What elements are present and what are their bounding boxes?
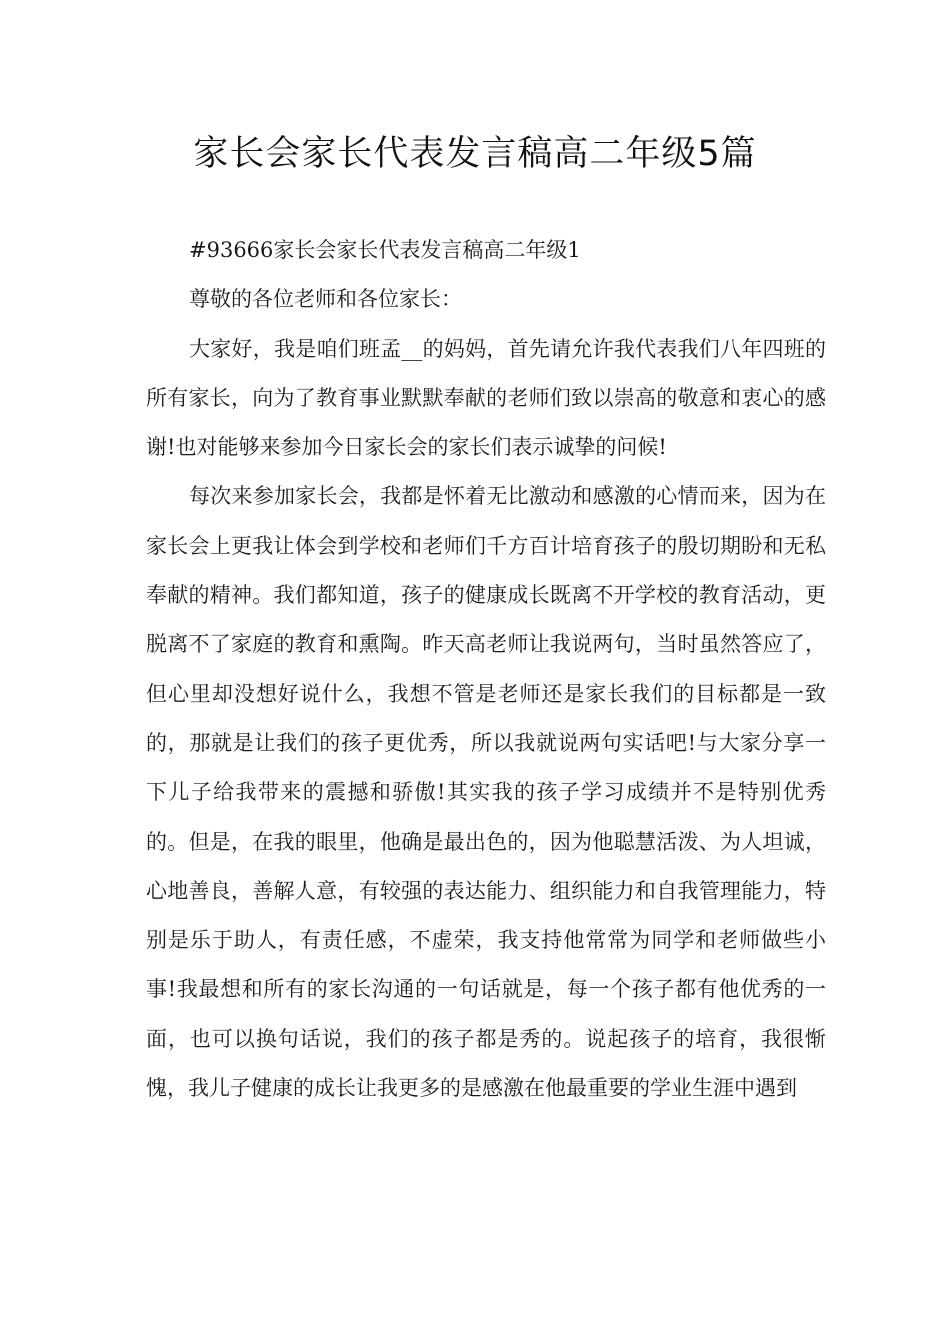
document-body [146,226,826,1113]
document-title: 家长会家长代表发言稿高二年级5篇 [193,134,757,174]
paragraph-greeting: 大家好，我是咱们班孟__的妈妈，首先请允许我代表我们八年四班的所有家长，向为了教育事业默默奉献的老师们致以崇高的敬意和衷心的感谢!也对能够来参加今日家长会的家长们表示诚挚的问候! [146,336,826,460]
paragraph-main: 每次来参加家长会，我都是怀着无比激动和感激的心情而来，因为在家长会上更我让体会到学校和老师们千方百计培育孩子的殷切期盼和无私奉献的精神。我们都知道，孩子的健康成长既离不开学校的教育活动，更脱离不了家庭的教育和熏陶。昨天高老师让我说两句，当时虽然答应了，但心里却没想好说什么，我想不管是老师还是家长我们的目标都是一致的，那就是让我们的孩子更优秀，所以我就说两句实话吧!与大家分享一下儿子给我带来的震撼和骄傲!其实我的孩子学习成绩并不是特别优秀的。但是，在我的眼里，他确是最出色的，因为他聪慧活泼、为人坦诚，心地善良，善解人意，有较强的表达能力、组织能力和自我管理能力，特别是乐于助人，有责任感，不虚荣，我支持他常常为同学和老师做些小事!我最想和所有的家长沟通的一句话就是，每一个孩子都有他优秀的一面，也可以换句话说，我们的孩子都是秀的。说起孩子的培育，我很惭愧，我儿子健康的成长让我更多的是感激在他最重要的学业生涯中遇到 [146,484,826,1101]
paragraph-heading-line: #93666家长会家长代表发言稿高二年级1 [189,238,581,262]
paragraph-salutation: 尊敬的各位老师和各位家长： [189,287,462,312]
